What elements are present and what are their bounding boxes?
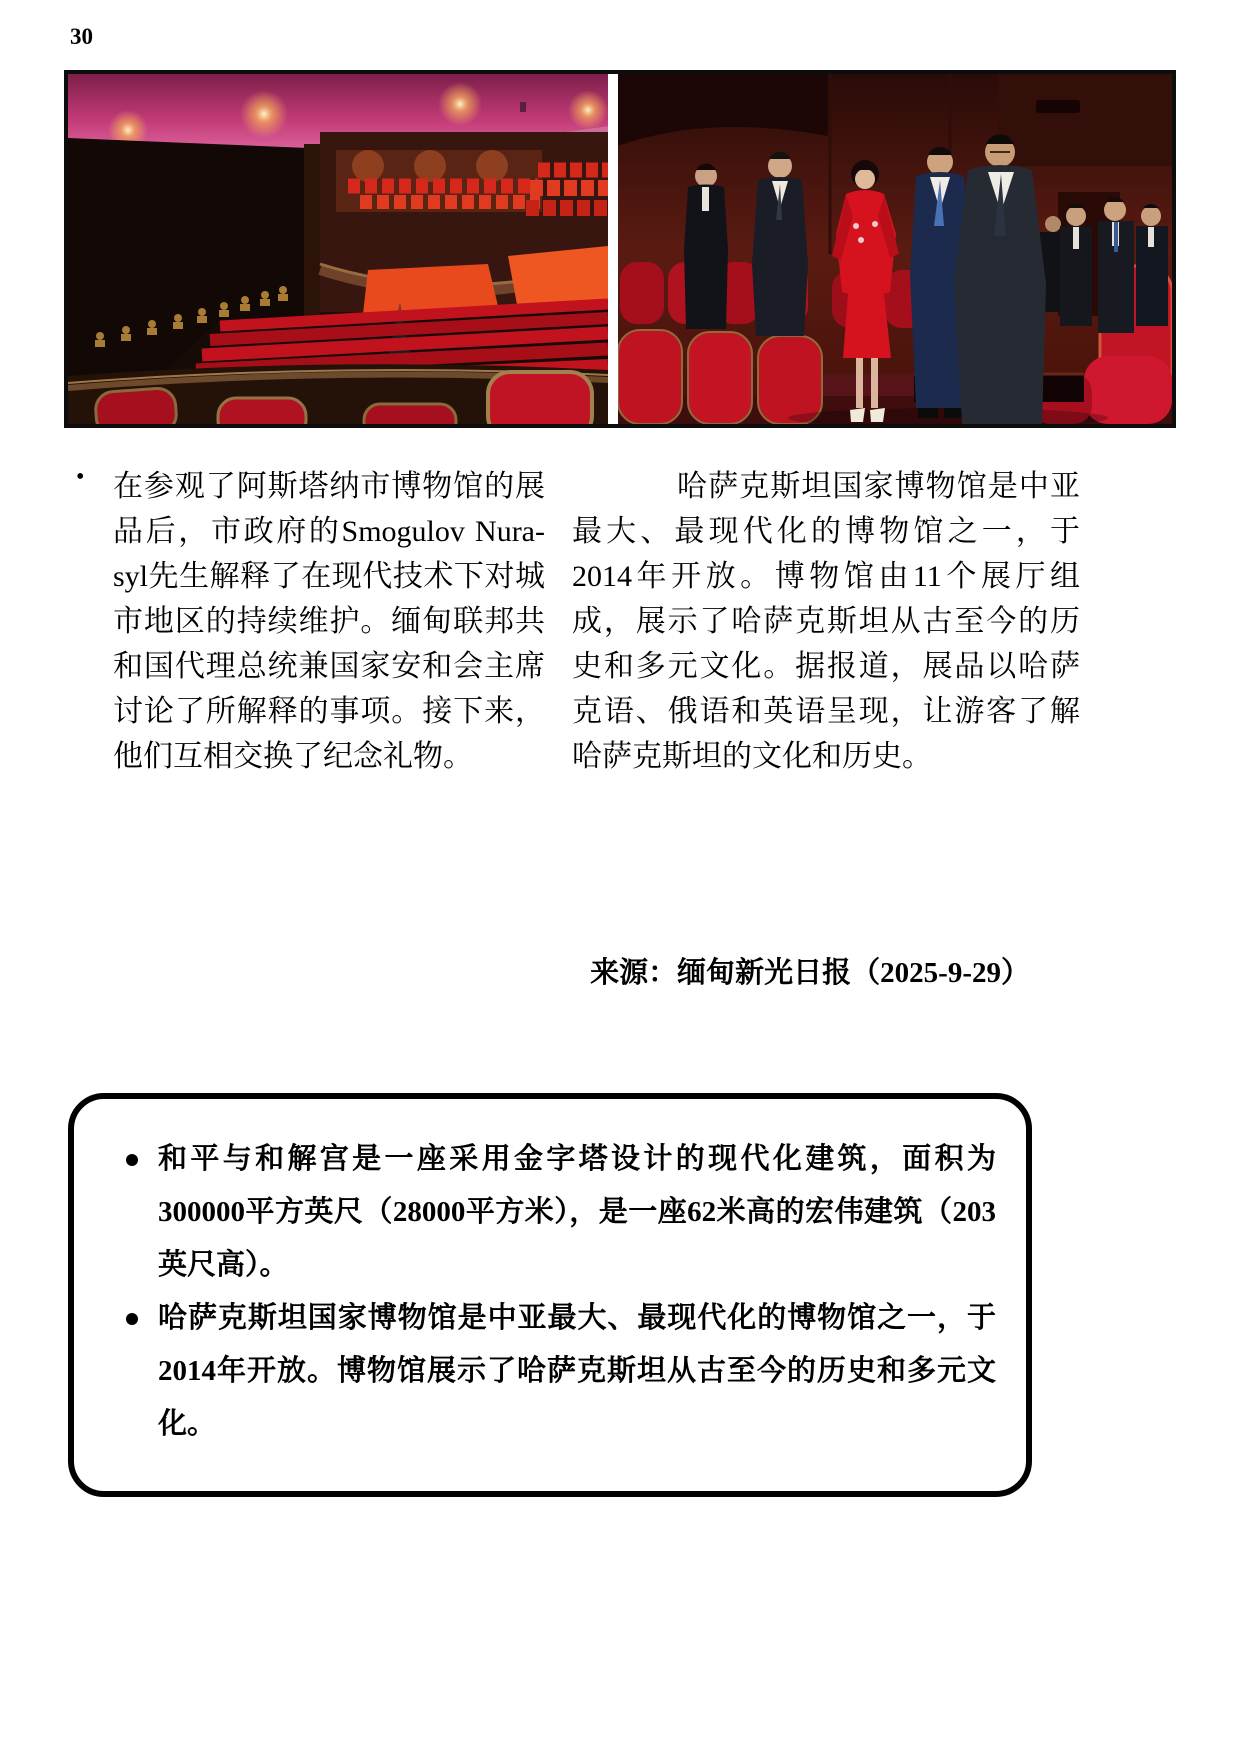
bullet-dot [126,1313,138,1325]
front-chair-row [618,330,822,424]
bullet-marker: • [76,464,85,490]
right-column [572,464,1080,779]
bullet-dot [126,1154,138,1166]
left-column [64,464,545,779]
summary-bullet-item [108,1292,996,1451]
summary-bullet-text-1: 和平与和解宫是一座采用金字塔设计的现代化建筑，面积为300000平方英尺（28000平方米），是一座62米高的宏伟建筑（203英尺高）。 [158,1143,996,1281]
photo-gap [608,74,618,424]
official-left-tie-suit [752,152,808,336]
article-columns [64,464,1080,779]
source-attribution: 来源：缅甸新光日报（2025-9-29） [590,957,1030,989]
left-column-bullet-item [64,464,545,779]
official-foreground-suit [954,134,1046,424]
summary-bullet-text-2: 哈萨克斯坦国家博物馆是中亚最大、最现代化的博物馆之一，于2014年开放。博物馆展示了哈萨克斯坦从古至今的历史和多元文化。 [158,1302,996,1440]
summary-box [68,1093,1032,1497]
summary-bullet-item [108,1133,996,1292]
left-column-paragraph: 在参观了阿斯塔纳市博物馆的展品后，市政府的Smogulov Nura-syl先生解释了在现代技术下对城市地区的持续维护。缅甸联邦共和国代理总统兼国家安和会主席讨论了所解释的事项。接下来，他们互相交换了纪念礼物。 [113,470,545,773]
photo-theater-auditorium [68,74,608,424]
page-number: 30 [70,24,93,49]
right-column-paragraph: 哈萨克斯坦国家博物馆是中亚最大、最现代化的博物馆之一，于2014年开放。博物馆由11个展厅组成，展示了哈萨克斯坦从古至今的历史和多元文化。据报道，展品以哈萨克语、俄语和英语呈现，让游客了解哈萨克斯坦的文化和历史。 [572,470,1080,773]
officials-visit-illustration [618,74,1172,424]
official-left-black-suit [684,164,728,329]
photo-frame [64,70,1176,428]
theater-auditorium-illustration [68,74,608,424]
photo-officials-visit [618,74,1172,424]
